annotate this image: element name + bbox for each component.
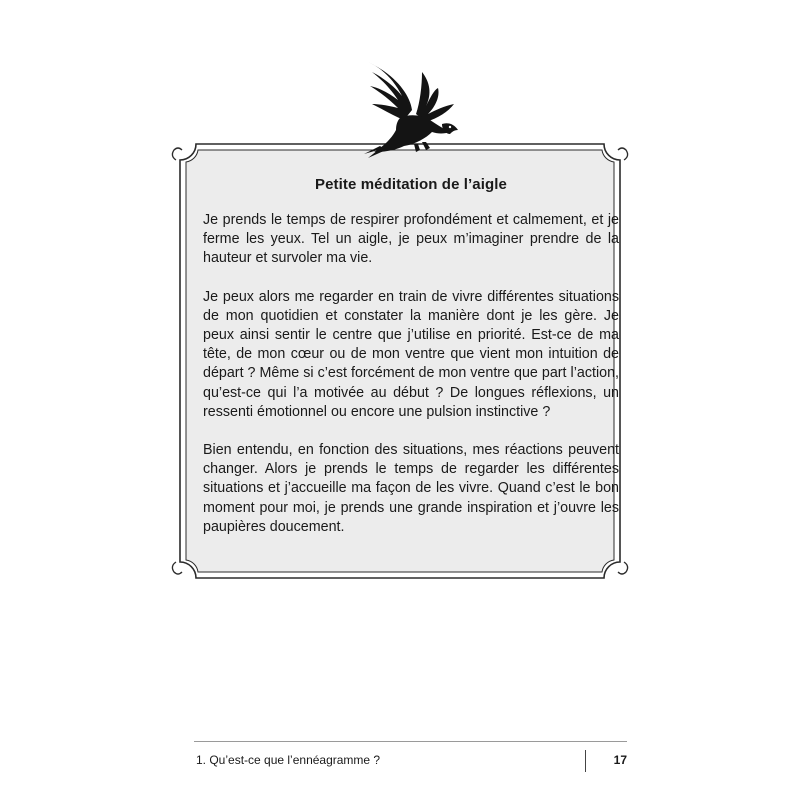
box-paragraph-2: Je peux alors me regarder en train de vivre différentes situations de mon quotidien et constater la manière dont je les gère. Je peux ainsi sentir le centre que j’utilise en priorité. Est-ce de ma tête, de mon cœur ou de mon ventre que vient mon intuition de départ ? Même si c’est forcément de mon ventre que part l’action, qu’est-ce qui l’a motivée au début ? De longues réflexions, un ressenti émotionnel ou encore une pulsion instinctive ?: [203, 288, 619, 420]
meditation-box: [203, 176, 619, 556]
box-paragraph-1: Je prends le temps de respirer profondément et calmement, et je ferme les yeux. Tel un aigle, je peux m’imaginer prendre de la hauteur et survoler ma vie.: [203, 212, 619, 267]
box-paragraph-3: Bien entendu, en fonction des situations, mes réactions peuvent changer. Alors je prends le temps de regarder les différentes situations et j’accueille ma façon de les vivre. Quand c’est le bon moment pour moi, je prends une grande inspiration et j’ouvre les paupières doucement.: [203, 442, 619, 535]
footer-separator: [585, 750, 586, 772]
footer-chapter-title: 1. Qu’est-ce que l’ennéagramme ?: [196, 753, 381, 767]
footer-rule: [194, 741, 627, 742]
page-number: 17: [613, 753, 627, 767]
eagle-icon: [360, 58, 460, 158]
box-title: Petite méditation de l’aigle: [314, 176, 507, 193]
